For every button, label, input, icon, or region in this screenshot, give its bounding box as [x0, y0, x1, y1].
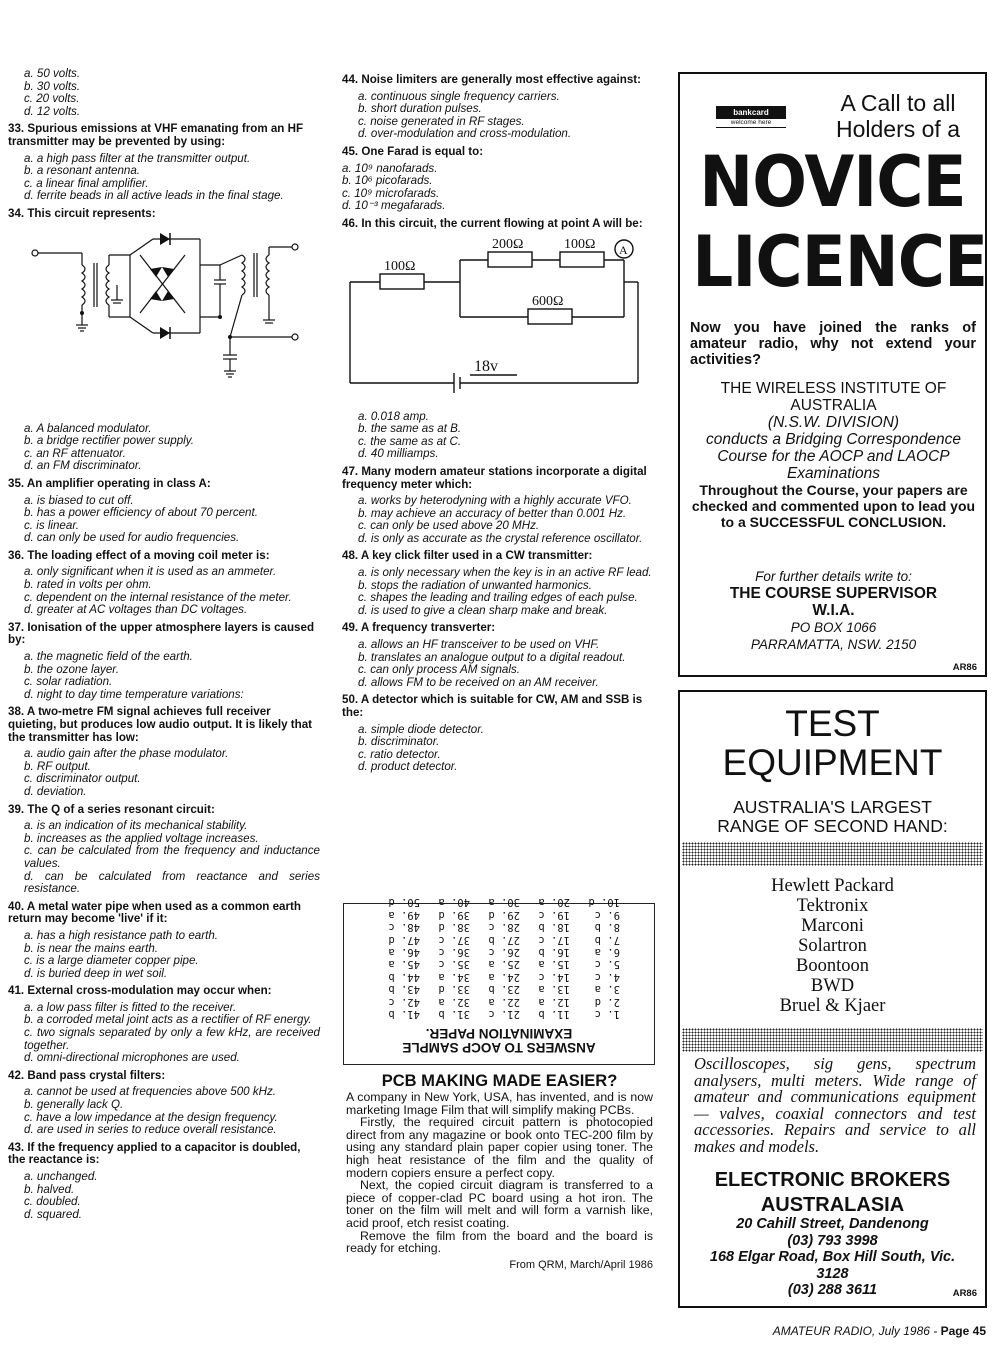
answers-box-inverted	[344, 896, 654, 1064]
postcode-line: 3128	[816, 1265, 849, 1282]
answer-item: c. 20 volts.	[24, 92, 80, 106]
article-paragraph: Remove the film from the board and the board is ready for etching.	[346, 1228, 653, 1256]
answer-item: a. cannot be used at frequencies above 500 kHz.	[24, 1085, 277, 1099]
contact-block	[685, 568, 982, 653]
answer-item: c. the same as at C.	[358, 434, 462, 448]
answers-title-line: EXAMINATION PAPER.	[425, 1026, 573, 1041]
brand-list	[680, 876, 985, 1016]
answer-key-item: 1. c	[594, 1008, 620, 1020]
answer-item: c. doubled.	[24, 1195, 81, 1209]
answer-key-item: 20. a	[538, 896, 570, 909]
answer-item: d. is buried deep in wet soil.	[24, 966, 168, 980]
answer-item: c. solar radiation.	[24, 675, 113, 689]
question-38: 38. A two-metre FM signal achieves full receiver quieting, but produces low audio output. It is likely that the transmitter has low:	[8, 705, 313, 744]
answer-key-item: 33. d	[438, 983, 470, 996]
sub-line: AUSTRALIA'S LARGEST	[733, 797, 932, 817]
answer-item: d. can be calculated from reactance and series resistance.	[24, 869, 320, 896]
question-36: 36. The loading effect of a moving coil meter is:	[8, 548, 270, 562]
answer-key-item: 19. c	[538, 908, 570, 921]
answer-key-item: 15. a	[538, 958, 570, 971]
answer-key-item: 29. d	[488, 908, 520, 921]
answer-item: a. only significant when it is used as an ammeter.	[24, 565, 277, 579]
answer-key-item: 31. b	[438, 1008, 470, 1020]
answer-item: d. omni-directional microphones are used.	[24, 1051, 240, 1065]
question-43: 43. If the frequency applied to a capacitor is doubled, the reactance is:	[8, 1140, 301, 1167]
question-46: 46. In this circuit, the current flowing at point A will be:	[342, 216, 643, 230]
page-number: Page 45	[940, 1324, 986, 1338]
answer-key-item: 30. a	[488, 896, 520, 909]
answer-item: a. 10⁹ nanofarads.	[342, 161, 438, 175]
answer-item: d. is used to give a clean sharp make and break.	[358, 603, 608, 617]
answer-key-item: 16. b	[538, 945, 570, 958]
question-40: 40. A metal water pipe when used as a common earth return may become 'live' if it:	[8, 899, 301, 926]
q33-answers	[8, 153, 320, 203]
answer-item: c. a linear final amplifier.	[24, 176, 149, 190]
call-line: Holders of a	[835, 116, 960, 142]
answer-key-item: 42. c	[388, 995, 420, 1008]
answer-key-item: 43. b	[388, 983, 420, 996]
po-box: PO BOX 1066	[790, 620, 877, 635]
answer-key-item: 47. d	[388, 933, 420, 946]
answer-item: c. is a large diameter copper pipe.	[24, 954, 199, 968]
answer-item: d. deviation.	[24, 784, 87, 798]
brand-item: BWD	[810, 976, 855, 996]
org-line: AUSTRALIA	[790, 397, 877, 414]
answer-item: d. can only be used for audio frequencies.	[24, 531, 240, 545]
answer-key-item: 23. b	[488, 983, 520, 996]
article-paragraph: A company in New York, USA, has invented, and is now marketing Image Film that will simplify making PCBs.	[346, 1090, 653, 1117]
answer-key-item: 49. a	[388, 908, 420, 921]
point-a-label: A	[619, 242, 628, 257]
answer-item: b. RF output.	[24, 759, 91, 773]
test-equipment-ad	[678, 690, 987, 1308]
answer-item: d. 12 volts.	[24, 104, 81, 118]
answer-item: b. a corroded metal joint acts as a rectifier of RF energy.	[24, 1013, 312, 1027]
answer-key-item: 22. a	[488, 995, 520, 1008]
question-45: 45. One Farad is equal to:	[342, 144, 484, 158]
q35-answers	[8, 495, 320, 545]
answer-item: b. halved.	[24, 1182, 75, 1196]
address-line: 20 Cahill Street, Dandenong	[736, 1216, 929, 1232]
answer-key-item: 44. b	[388, 970, 420, 983]
answer-key-item: 10. d	[588, 896, 620, 909]
q42-answers	[8, 1086, 320, 1136]
answer-item: c. two signals separated by only a few kHz, are received together.	[24, 1026, 320, 1052]
answer-item: b. 10⁶ picofarads.	[342, 174, 433, 188]
article-paragraph: Firstly, the required circuit pattern is photocopied direct from any magazine or book onto TEC-200 film by using any standard plain paper copier using toner. The high heat resistance of the film and the quality of modern copiers ensure a perfect copy.	[346, 1115, 653, 1180]
answer-key-item: 3. a	[594, 983, 620, 996]
answer-item: a. audio gain after the phase modulator.	[24, 747, 229, 761]
answer-item: c. 10⁹ microfarads.	[342, 186, 440, 200]
answer-item: b. generally lack Q.	[24, 1098, 124, 1112]
brand-item: Bruel & Kjaer	[779, 996, 886, 1016]
brand-item: Hewlett Packard	[771, 876, 894, 896]
r3-label: 100Ω	[564, 236, 596, 252]
answer-key-item: 46. a	[388, 945, 420, 958]
q46-answers	[342, 411, 655, 461]
q49-answers	[342, 639, 655, 689]
further-details: For further details write to:	[755, 569, 912, 584]
question-39: 39. The Q of a series resonant circuit:	[8, 802, 215, 816]
r4-label: 600Ω	[532, 293, 564, 309]
article-headline: PCB MAKING MADE EASIER?	[381, 1072, 618, 1090]
answer-key-item: 24. a	[488, 970, 520, 983]
course-line: Examinations	[786, 465, 881, 482]
r2-label: 200Ω	[492, 236, 524, 252]
wia-name: W.I.A.	[812, 602, 855, 619]
q38-answers	[8, 748, 320, 798]
answer-item: b. the same as at B.	[358, 422, 462, 436]
answers-box	[343, 896, 655, 1065]
question-44: 44. Noise limiters are generally most effective against:	[342, 73, 641, 86]
q41-answers	[8, 1002, 320, 1065]
halftone-band-bottom	[682, 1028, 983, 1052]
answer-key-item: 5. c	[594, 958, 620, 971]
answer-key-item: 36. c	[438, 945, 470, 958]
answer-item: b. increases as the applied voltage increases.	[24, 831, 259, 845]
answer-item: d. are used in series to reduce overall resistance.	[24, 1123, 277, 1137]
company-address	[680, 1216, 985, 1299]
answer-item: b. stops the radiation of unwanted harmonics.	[358, 578, 592, 592]
magazine-issue: AMATEUR RADIO, July 1986 -	[772, 1324, 941, 1338]
q39-answers	[8, 820, 320, 896]
answer-key-item: 27. b	[488, 933, 520, 946]
article-paragraph: Next, the copied circuit diagram is transferred to a piece of copper-clad PC board using a hot iron. The toner on the film will melt and will form a varnish like, acid proof, etch resist coating.	[346, 1178, 653, 1230]
company-line: ELECTRONIC BROKERS	[714, 1169, 951, 1191]
answer-item: a. 0.018 amp.	[358, 409, 429, 423]
answer-item: d. night to day time temperature variations:	[24, 687, 244, 701]
brand-item: Tektronix	[796, 896, 869, 916]
answer-item: c. discriminator output.	[24, 772, 141, 786]
promise-text: Throughout the Course, your papers are checked and commented upon to lead you to a SUCCESSFUL CONCLUSION.	[691, 482, 976, 530]
q47-answers	[342, 495, 655, 545]
question-47: 47. Many modern amateur stations incorporate a digital frequency meter which:	[342, 464, 647, 491]
answer-item: a. the magnetic field of the earth.	[24, 650, 193, 664]
answer-item: d. 40 milliamps.	[358, 447, 439, 461]
answer-key-item: 32. a	[438, 995, 470, 1008]
answer-item: b. 30 volts.	[24, 79, 81, 93]
answer-item: b. has a power efficiency of about 70 percent.	[24, 506, 258, 520]
answer-item: a. simple diode detector.	[358, 722, 484, 736]
question-50: 50. A detector which is suitable for CW, AM and SSB is the:	[342, 693, 643, 719]
questions-column-2	[342, 74, 655, 774]
answer-item: b. may achieve an accuracy of better than 0.001 Hz.	[358, 506, 627, 520]
halftone-band-top	[682, 842, 983, 866]
answer-item: c. ratio detector.	[358, 747, 441, 761]
answer-key-item: 9. c	[594, 908, 620, 921]
company-name	[680, 1168, 985, 1218]
answer-item: d. is only as accurate as the crystal reference oscillator.	[358, 531, 643, 545]
answer-item: a. unchanged.	[24, 1170, 98, 1183]
answer-item: a. continuous single frequency carriers.	[358, 89, 560, 103]
answer-key-item: 6. a	[594, 945, 620, 958]
answer-item: d. allows FM to be received on an AM receiver.	[358, 675, 599, 689]
brand-item: Boontoon	[796, 956, 869, 976]
bankcard-name: bankcard	[733, 108, 769, 117]
ad-tagline: Now you have joined the ranks of amateur radio, why not extend your activities?	[690, 320, 976, 368]
ad-ref: AR86	[952, 1288, 977, 1299]
answer-key-item: 2. d	[594, 995, 620, 1008]
test-equipment-heading	[680, 704, 985, 782]
answer-item: b. discriminator.	[358, 735, 440, 749]
q40-answers	[8, 930, 320, 980]
equipment-description: Oscilloscopes, sig gens, spectrum analysers, multi meters. Wide range of amateur and communications equipment — valves, coaxial connectors and test accessories. Repairs and service to all makes and models.	[694, 1054, 976, 1156]
q44-answers	[342, 91, 655, 141]
answers-title-line: ANSWERS TO AOCP SAMPLE	[402, 1040, 596, 1055]
answer-item: a. 50 volts.	[24, 67, 81, 80]
question-33: 33. Spurious emissions at VHF emanating from an HF transmitter may be prevented by using:	[8, 122, 304, 148]
resistor-circuit-diagram	[342, 235, 642, 403]
answer-item: d. ferrite beads in all active leads in the final stage.	[24, 189, 284, 203]
answer-item: c. an RF attenuator.	[24, 446, 126, 460]
answer-item: c. can only be used above 20 MHz.	[358, 519, 540, 533]
answer-item: a. a high pass filter at the transmitter output.	[24, 151, 251, 165]
licence-heading: LICENCE	[692, 221, 988, 303]
supervisor: THE COURSE SUPERVISOR	[729, 585, 938, 602]
q34-answers	[8, 423, 320, 473]
answer-key-item: 12. a	[538, 995, 570, 1008]
answer-key-item: 8. b	[594, 921, 620, 934]
answer-key-item: 17. c	[538, 933, 570, 946]
bankcard-logo	[716, 106, 786, 128]
org-line: THE WIRELESS INSTITUTE OF	[720, 380, 947, 397]
course-line: Course for the AOCP and LAOCP	[717, 448, 950, 465]
answer-key-item: 39. d	[438, 908, 470, 921]
answer-item: d. product detector.	[358, 760, 458, 774]
answer-item: d. an FM discriminator.	[24, 459, 142, 473]
answer-item: a. works by heterodyning with a highly accurate VFO.	[358, 494, 632, 508]
answer-key-item: 37. c	[438, 933, 470, 946]
answer-item: b. translates an analogue output to a digital readout.	[358, 650, 626, 664]
answer-item: c. is linear.	[24, 518, 79, 532]
battery-label: 18v	[474, 357, 498, 375]
answer-item: b. rated in volts per ohm.	[24, 578, 152, 592]
answer-key-item: 4. c	[594, 970, 620, 983]
answers-grid	[344, 896, 654, 1020]
answer-item: c. shapes the leading and trailing edges of each pulse.	[358, 591, 638, 605]
novice-licence-ad	[678, 72, 987, 677]
answer-key-item: 25. a	[488, 958, 520, 971]
answer-item: d. over-modulation and cross-modulation.	[358, 127, 572, 141]
article-source: From QRM, March/April 1986	[509, 1258, 653, 1271]
answer-item: d. 10⁻³ megafarads.	[342, 199, 446, 213]
answer-item: c. can be calculated from the frequency and inductance values.	[24, 844, 320, 870]
answer-item: b. short duration pulses.	[358, 102, 482, 116]
answer-key-item: 45. a	[388, 958, 420, 971]
pcb-article	[346, 1072, 653, 1271]
answer-item: a. is an indication of its mechanical stability.	[24, 819, 248, 833]
answer-item: b. a resonant antenna.	[24, 164, 141, 178]
ad-call-heading	[818, 90, 978, 142]
answer-item: a. has a high resistance path to earth.	[24, 928, 218, 942]
answer-item: c. have a low impedance at the design frequency.	[24, 1110, 278, 1124]
answer-key-item: 26. c	[488, 945, 520, 958]
q50-answers	[342, 724, 655, 774]
answer-key-item: 21. c	[488, 1008, 520, 1020]
city: PARRAMATTA, NSW. 2150	[750, 637, 917, 652]
answer-item: a. is biased to cut off.	[24, 493, 134, 507]
answer-key-item: 11. b	[538, 1008, 570, 1020]
answer-key-item: 18. b	[538, 921, 570, 934]
answer-item: a. is only necessary when the key is in an active RF lead.	[358, 566, 652, 580]
question-41: 41. External cross-modulation may occur when:	[8, 984, 272, 998]
answer-item: c. can only process AM signals.	[358, 663, 520, 677]
heading-line: TEST	[785, 703, 880, 744]
answer-key-item: 7. b	[594, 933, 620, 946]
answer-key-item: 35. c	[438, 958, 470, 971]
question-35: 35. An amplifier operating in class A:	[8, 476, 211, 490]
heading-line: EQUIPMENT	[722, 742, 943, 783]
q48-answers	[342, 567, 655, 617]
question-37: 37. Ionisation of the upper atmosphere layers is caused by:	[8, 620, 315, 647]
phone-line: (03) 793 3998	[787, 1232, 878, 1249]
answers-title	[344, 1026, 654, 1054]
answer-item: b. is near the mains earth.	[24, 941, 159, 955]
question-42: 42. Band pass crystal filters:	[8, 1068, 166, 1082]
answer-key-item: 13. a	[538, 983, 570, 996]
answer-key-item: 40. a	[438, 896, 470, 909]
answer-item: b. the ozone layer.	[24, 662, 119, 676]
answer-item: d. greater at AC voltages than DC voltages.	[24, 603, 248, 617]
call-line: A Call to all	[840, 90, 956, 116]
q37-answers	[8, 651, 320, 701]
address-line: 168 Elgar Road, Box Hill South, Vic.	[709, 1249, 956, 1265]
sub-line: RANGE OF SECOND HAND:	[717, 816, 948, 836]
bankcard-welcome: welcome here	[716, 119, 786, 127]
answer-item: a. allows an HF transceiver to be used on VHF.	[358, 638, 600, 652]
question-34: 34. This circuit represents:	[8, 206, 156, 220]
answer-item: c. noise generated in RF stages.	[358, 114, 525, 128]
question-48: 48. A key click filter used in a CW transmitter:	[342, 549, 593, 563]
wia-block	[685, 380, 982, 530]
bridge-circuit-diagram	[20, 225, 300, 415]
answer-item: d. squared.	[24, 1207, 83, 1221]
phone-line: (03) 288 3611	[787, 1282, 878, 1298]
answer-item: c. dependent on the internal resistance of the meter.	[24, 590, 292, 604]
answer-item: a. a low pass filter is fitted to the receiver.	[24, 1000, 237, 1014]
novice-heading: NOVICE	[699, 141, 966, 223]
course-line: conducts a Bridging Correspondence	[705, 431, 962, 448]
brand-item: Marconi	[801, 916, 864, 936]
answer-item: b. a bridge rectifier power supply.	[24, 434, 194, 448]
org-line: (N.S.W. DIVISION)	[767, 414, 900, 431]
largest-range	[680, 798, 985, 836]
answer-key-item: 28. c	[488, 921, 520, 934]
question-49: 49. A frequency transverter:	[342, 621, 496, 635]
ad-ref: AR86	[952, 662, 977, 673]
answer-key-item: 50. d	[388, 896, 420, 909]
page-footer	[773, 1324, 986, 1338]
q43-answers	[8, 1171, 320, 1221]
brand-item: Solartron	[798, 936, 867, 956]
answer-key-item: 34. a	[438, 970, 470, 983]
r1-label: 100Ω	[384, 258, 416, 274]
q32-answers	[8, 68, 320, 118]
answer-key-item: 38. d	[438, 921, 470, 934]
company-line: AUSTRALASIA	[760, 1194, 905, 1216]
answer-key-item: 14. c	[538, 970, 570, 983]
q45-answers	[342, 163, 655, 213]
answer-item: a. A balanced modulator.	[24, 421, 152, 435]
questions-column-1	[8, 68, 320, 1221]
q36-answers	[8, 566, 320, 616]
answer-key-item: 41. b	[388, 1008, 420, 1020]
answer-key-item: 48. c	[388, 921, 420, 934]
